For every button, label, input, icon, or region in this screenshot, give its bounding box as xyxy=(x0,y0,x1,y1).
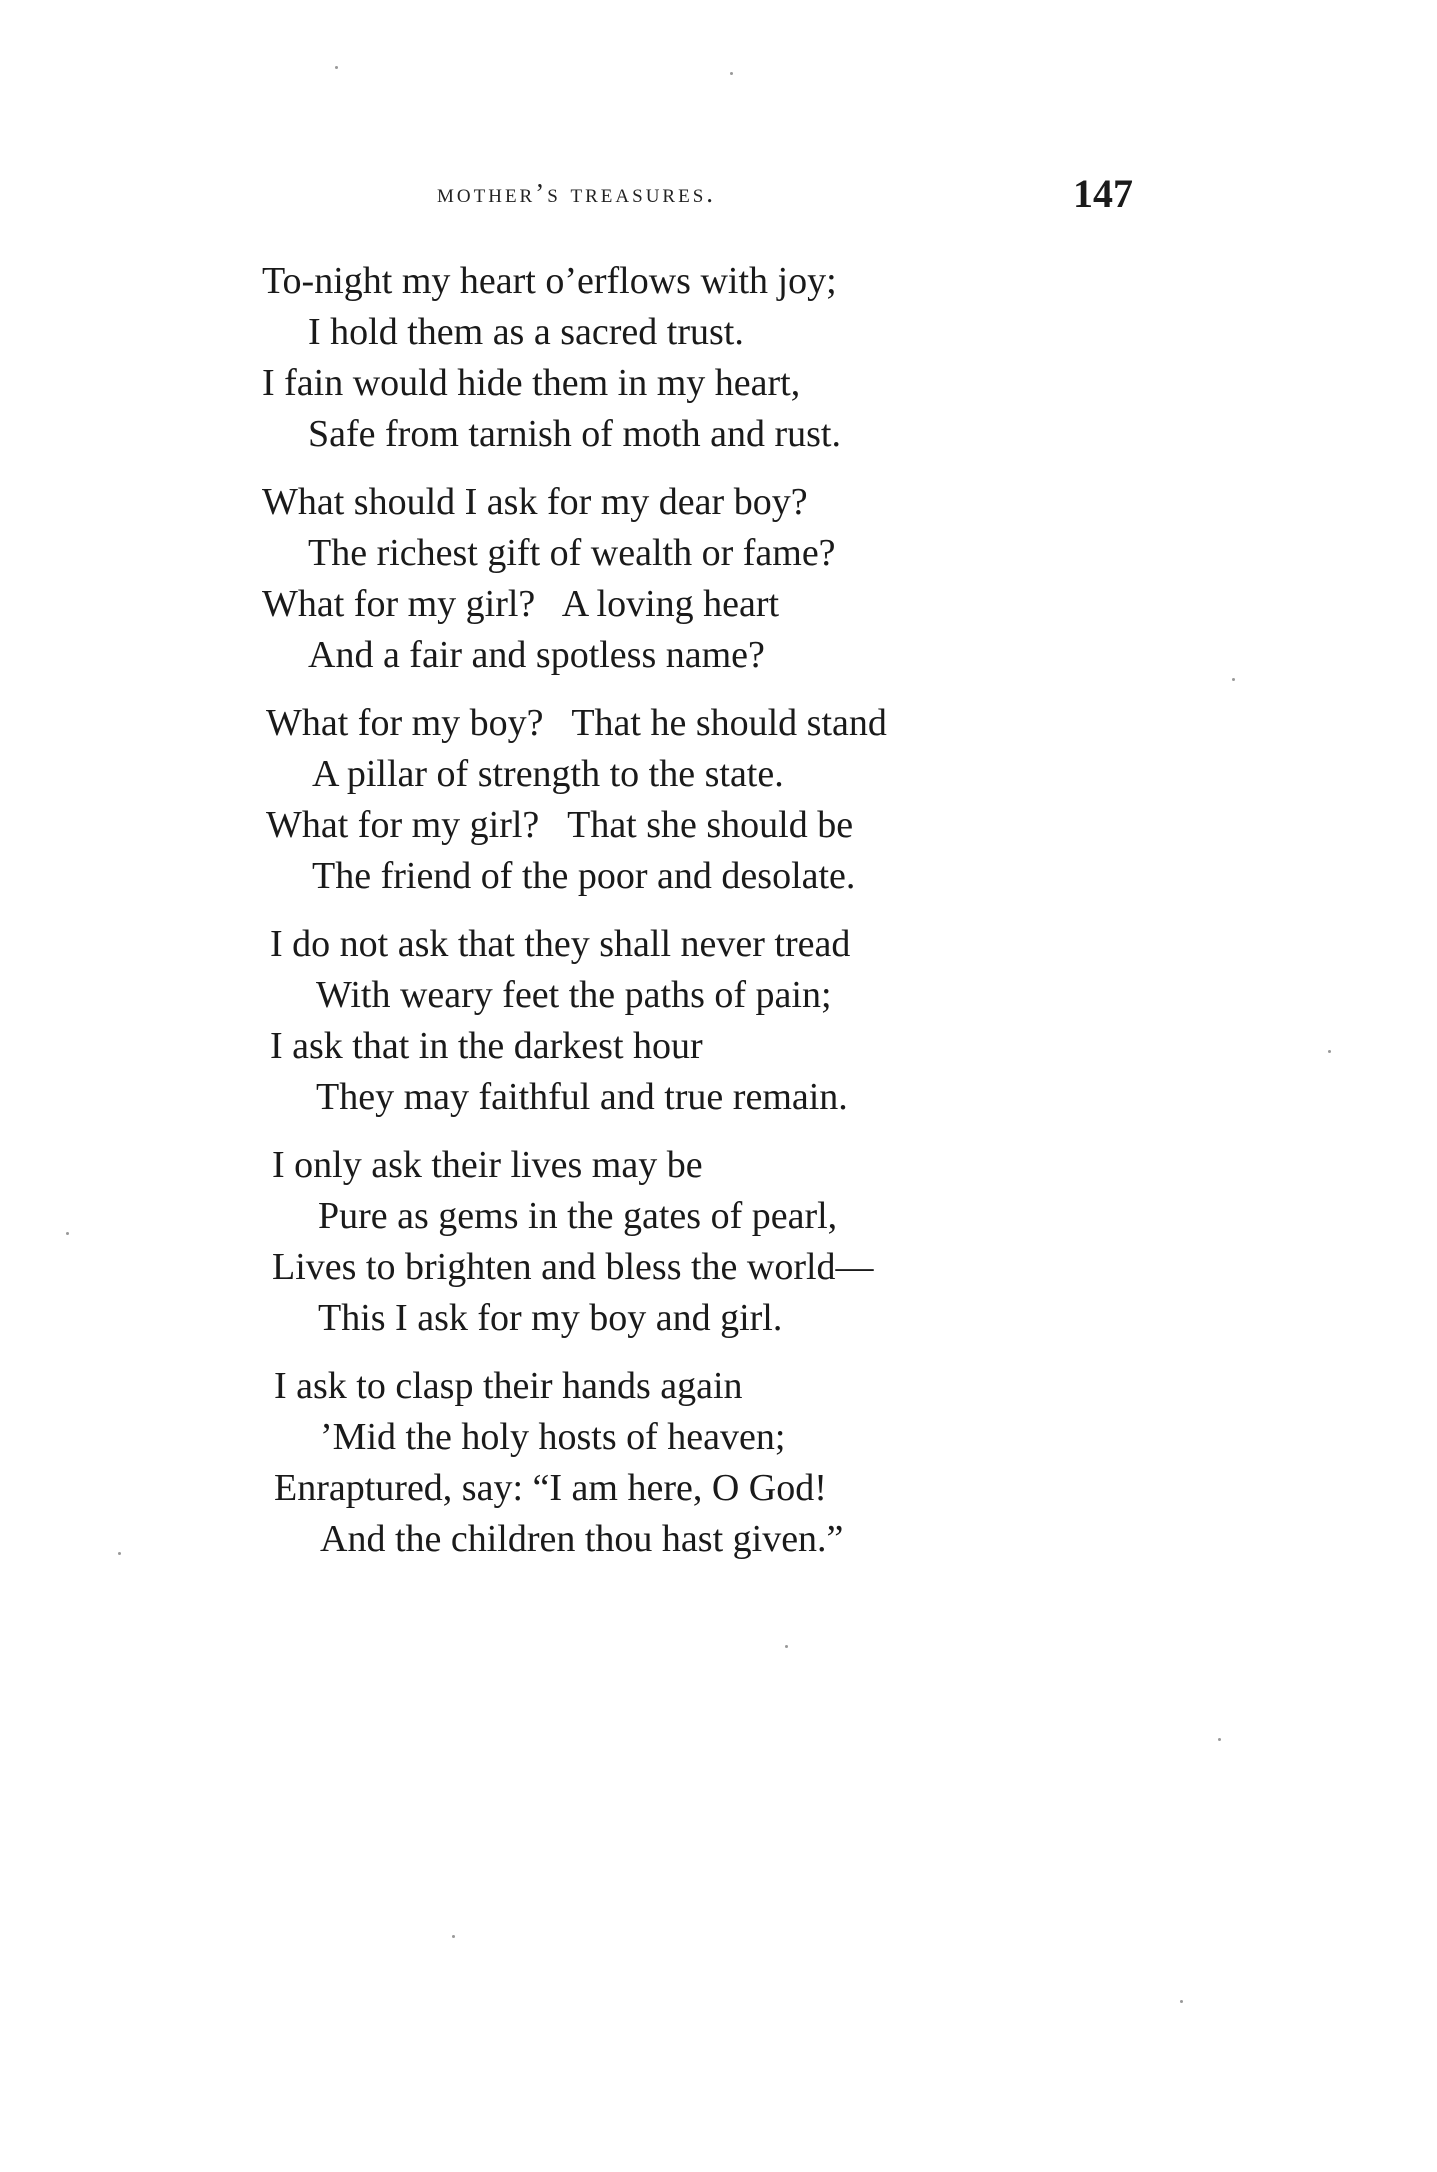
paper-speck xyxy=(66,1232,69,1235)
poem-line: A pillar of strength to the state. xyxy=(312,753,784,795)
poem-line: With weary feet the paths of pain; xyxy=(316,974,832,1016)
stanza xyxy=(262,477,1262,681)
page-number: 147 xyxy=(1073,171,1133,216)
paper-speck xyxy=(452,1935,455,1938)
stanza xyxy=(270,919,1262,1123)
paper-speck xyxy=(730,72,733,75)
stanza xyxy=(266,698,1262,902)
poem-line: ’Mid the holy hosts of heaven; xyxy=(320,1416,786,1458)
paper-speck xyxy=(1218,1738,1221,1741)
poem-line: I do not ask that they shall never tread xyxy=(270,923,851,965)
poem-line: Lives to brighten and bless the world— xyxy=(272,1246,874,1288)
poem-line: And the children thou hast given.” xyxy=(320,1518,844,1560)
stanza xyxy=(262,256,1262,460)
poem-line: I ask that in the darkest hour xyxy=(270,1025,703,1067)
paper-speck xyxy=(1328,1050,1331,1053)
paper-speck xyxy=(1180,2000,1183,2003)
poem-line: To-night my heart o’erflows with joy; xyxy=(262,260,837,302)
stanza xyxy=(274,1361,1262,1565)
paper-speck xyxy=(1232,678,1235,681)
poem-line: The richest gift of wealth or fame? xyxy=(308,532,836,574)
poem-line: I ask to clasp their hands again xyxy=(274,1365,743,1407)
poem-line: And a fair and spotless name? xyxy=(308,634,765,676)
poem-line: Enraptured, say: “I am here, O God! xyxy=(274,1467,827,1509)
poem-line: What for my girl? A loving heart xyxy=(262,583,780,625)
paper-speck xyxy=(785,1645,788,1648)
poem-line: Safe from tarnish of moth and rust. xyxy=(308,413,841,455)
running-title: mother’s treasures. xyxy=(437,178,717,208)
paper-speck xyxy=(118,1552,121,1555)
poem-line: What should I ask for my dear boy? xyxy=(262,481,808,523)
poem-line: I hold them as a sacred trust. xyxy=(308,311,744,353)
poem-line: I only ask their lives may be xyxy=(272,1144,703,1186)
poem-line: The friend of the poor and desolate. xyxy=(312,855,856,897)
poem-line: What for my boy? That he should stand xyxy=(266,702,887,744)
poem-line: This I ask for my boy and girl. xyxy=(318,1297,783,1339)
stanza xyxy=(272,1140,1262,1344)
poem-line: They may faithful and true remain. xyxy=(316,1076,848,1118)
poem xyxy=(262,256,1262,1582)
poem-line: What for my girl? That she should be xyxy=(266,804,854,846)
poem-line: Pure as gems in the gates of pearl, xyxy=(318,1195,838,1237)
paper-speck xyxy=(335,66,338,69)
poem-line: I fain would hide them in my heart, xyxy=(262,362,801,404)
